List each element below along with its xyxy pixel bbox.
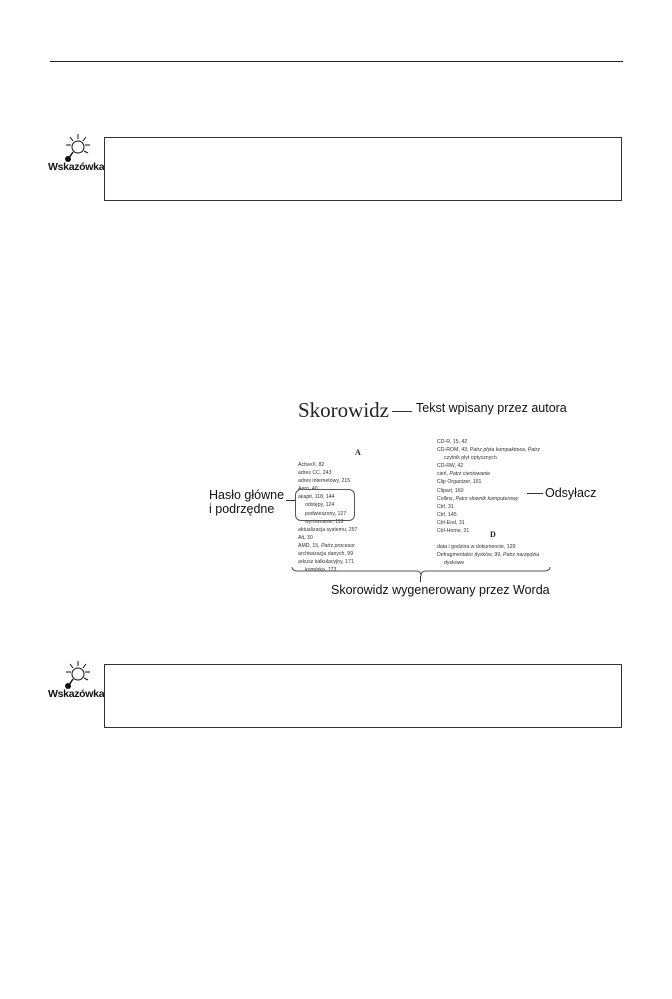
callout-cross-ref: Odsyłacz: [545, 486, 597, 500]
index-entry: podwieszony, 127: [305, 510, 347, 517]
tip-box: [104, 137, 622, 201]
lightbulb-icon: [58, 133, 92, 163]
index-entry: ActiveX, 82: [298, 462, 325, 468]
tip-label: Wskazówka: [48, 161, 105, 173]
index-entry: data i godzina w dokumencie, 129: [437, 544, 516, 550]
index-entry: odstępy, 124: [305, 502, 335, 509]
tip-box: [104, 664, 622, 728]
index-entry: AMD, 15, Patrz procesor: [298, 542, 355, 549]
index-figure: [200, 395, 630, 605]
index-column-right-c: [437, 438, 540, 535]
index-entry: archiwizacja danych, 99: [298, 551, 354, 558]
callout-line: [420, 576, 421, 582]
main-sub-bracket: [295, 489, 355, 521]
index-letter-d: D: [490, 530, 496, 539]
index-entry: adres CC, 243: [298, 470, 332, 477]
index-entry: Defragmentator dysków, 99, Patrz narzędzia: [437, 552, 540, 559]
index-entry: Alt, 30: [298, 534, 313, 541]
index-entry: dyskowe: [444, 560, 465, 567]
index-letter-a: A: [355, 448, 361, 457]
index-entry: CD-ROM, 43, Patrz płyta kompaktowa, Patrz: [437, 447, 540, 454]
tip-marker: [48, 660, 105, 710]
lightbulb-icon: [58, 660, 92, 690]
index-entry: arkusz kalkulacyjny, 171: [298, 559, 354, 566]
index-entry: Ctrl, 31: [437, 503, 454, 510]
callout-line: [527, 493, 543, 494]
index-column-right-d: [437, 543, 539, 567]
index-entry: Clipart, 160: [437, 487, 464, 494]
callout-main-sub-line1: Hasło główne: [209, 488, 285, 502]
index-entry: czytnik płyt optycznych: [444, 455, 497, 462]
index-heading: Skorowidz: [298, 398, 389, 422]
callout-author-text: Tekst wpisany przez autora: [416, 401, 567, 415]
index-entry: CD-RW, 42: [437, 463, 464, 470]
index-entry: Ctrl-Home, 31: [437, 528, 470, 535]
tip-marker: [48, 133, 105, 183]
index-entry: cień, Patrz cieniowanie: [437, 471, 491, 478]
index-entry: Ctrl-End, 31: [437, 519, 465, 526]
index-brace: [290, 565, 552, 579]
index-entry: komórka, 173: [305, 567, 337, 574]
index-entry: Clip Organizer, 161: [437, 479, 482, 486]
index-entry: CD-R, 15, 42: [437, 439, 468, 445]
index-entry: akapit, 118, 144: [298, 494, 335, 501]
index-entry: Aero, 40: [298, 486, 318, 493]
callout-word-generated: Skorowidz wygenerowany przez Worda: [331, 583, 550, 597]
index-entry: wyrównanie, 119: [305, 518, 344, 525]
callout-main-sub-line2: i podrzędne: [209, 502, 275, 516]
tip-label: Wskazówka: [48, 688, 105, 700]
index-entry: adres internetowy, 215: [298, 478, 351, 485]
callout-line: [392, 411, 412, 412]
index-entry: Ctrl, 145: [437, 511, 457, 518]
callout-line: [286, 500, 295, 501]
index-entry: Collins, Patrz słownik komputerowy: [437, 495, 519, 502]
header-rule: [50, 61, 623, 62]
index-entry: aktualizacja systemu, 257: [298, 526, 358, 533]
